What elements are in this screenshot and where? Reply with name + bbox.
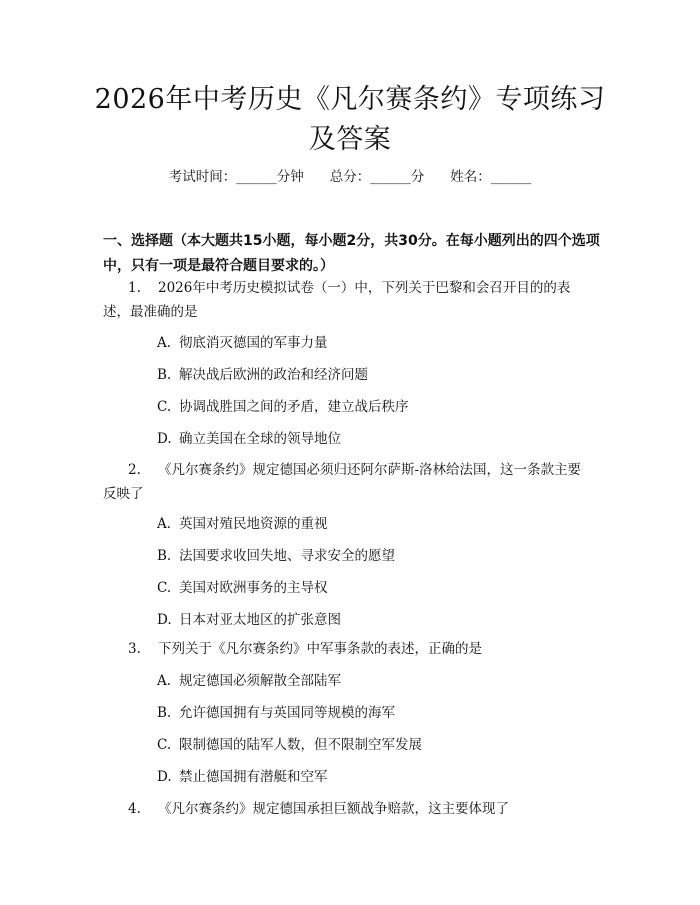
option-text: 允许德国拥有与英国同等规模的海军 [179,705,395,721]
question-2-stem [103,458,593,506]
student-name-field: 姓名：______ [450,169,532,185]
option-letter: D. [157,769,172,785]
question-text: 《凡尔赛条约》规定德国必须归还阿尔萨斯-洛林给法国，这一条款主要反映了 [103,462,582,502]
option-text: 规定德国必须解散全部陆军 [179,673,341,689]
question-text: 《凡尔赛条约》规定德国承担巨额战争赔款，这主要体现了 [158,801,509,817]
question-3-option-c [157,735,597,755]
question-3-stem [103,637,593,661]
total-score-field: 总分：______分 [329,169,425,185]
question-3-option-a [157,671,597,691]
page-title: 2026年中考历史《凡尔赛条约》专项练习及答案 [94,84,606,155]
option-text: 彻底消灭德国的军事力量 [179,335,328,351]
option-letter: A. [157,673,172,689]
question-3-option-d [157,767,597,787]
exam-meta-line [0,167,700,187]
question-text: 2026年中考历史模拟试卷（一）中，下列关于巴黎和会召开目的的表述，最准确的是 [103,280,571,320]
option-letter: B. [157,367,172,383]
option-text: 限制德国的陆军人数，但不限制空军发展 [179,737,422,753]
option-text: 法国要求收回失地、寻求安全的愿望 [179,548,395,564]
option-letter: B. [157,705,172,721]
option-letter: A. [157,335,172,351]
option-letter: C. [157,399,172,415]
option-text: 日本对亚太地区的扩张意图 [179,612,341,628]
option-letter: D. [157,431,172,447]
option-letter: C. [157,737,172,753]
option-letter: D. [157,612,172,628]
question-2-option-b [157,546,597,566]
question-1-option-d [157,429,597,449]
question-2-option-a [157,514,597,534]
option-text: 确立美国在全球的领导地位 [179,431,341,447]
question-4-stem [103,797,593,821]
option-text: 解决战后欧洲的政治和经济问题 [179,367,368,383]
question-3-option-b [157,703,597,723]
question-text: 下列关于《凡尔赛条约》中军事条款的表述，正确的是 [158,641,482,657]
question-number: 2. [128,462,141,478]
option-letter: B. [157,548,172,564]
option-text: 英国对殖民地资源的重视 [179,516,328,532]
question-1-option-b [157,365,597,385]
option-letter: C. [157,580,172,596]
question-1-stem [103,276,593,324]
section-heading: 一、选择题（本大题共15小题，每小题2分，共30分。在每小题列出的四个选项中，只有一项是最符合题目要求的。） [103,233,600,274]
question-1-option-a [157,333,597,353]
exam-time-field: 考试时间：______分钟 [168,169,304,185]
question-2-option-d [157,610,597,630]
question-2-option-c [157,578,597,598]
option-letter: A. [157,516,172,532]
option-text: 协调战胜国之间的矛盾，建立战后秩序 [179,399,409,415]
question-number: 1. [128,280,141,296]
question-number: 3. [128,641,141,657]
question-1-option-c [157,397,597,417]
option-text: 禁止德国拥有潜艇和空军 [179,769,328,785]
question-number: 4. [128,801,141,817]
option-text: 美国对欧洲事务的主导权 [179,580,328,596]
